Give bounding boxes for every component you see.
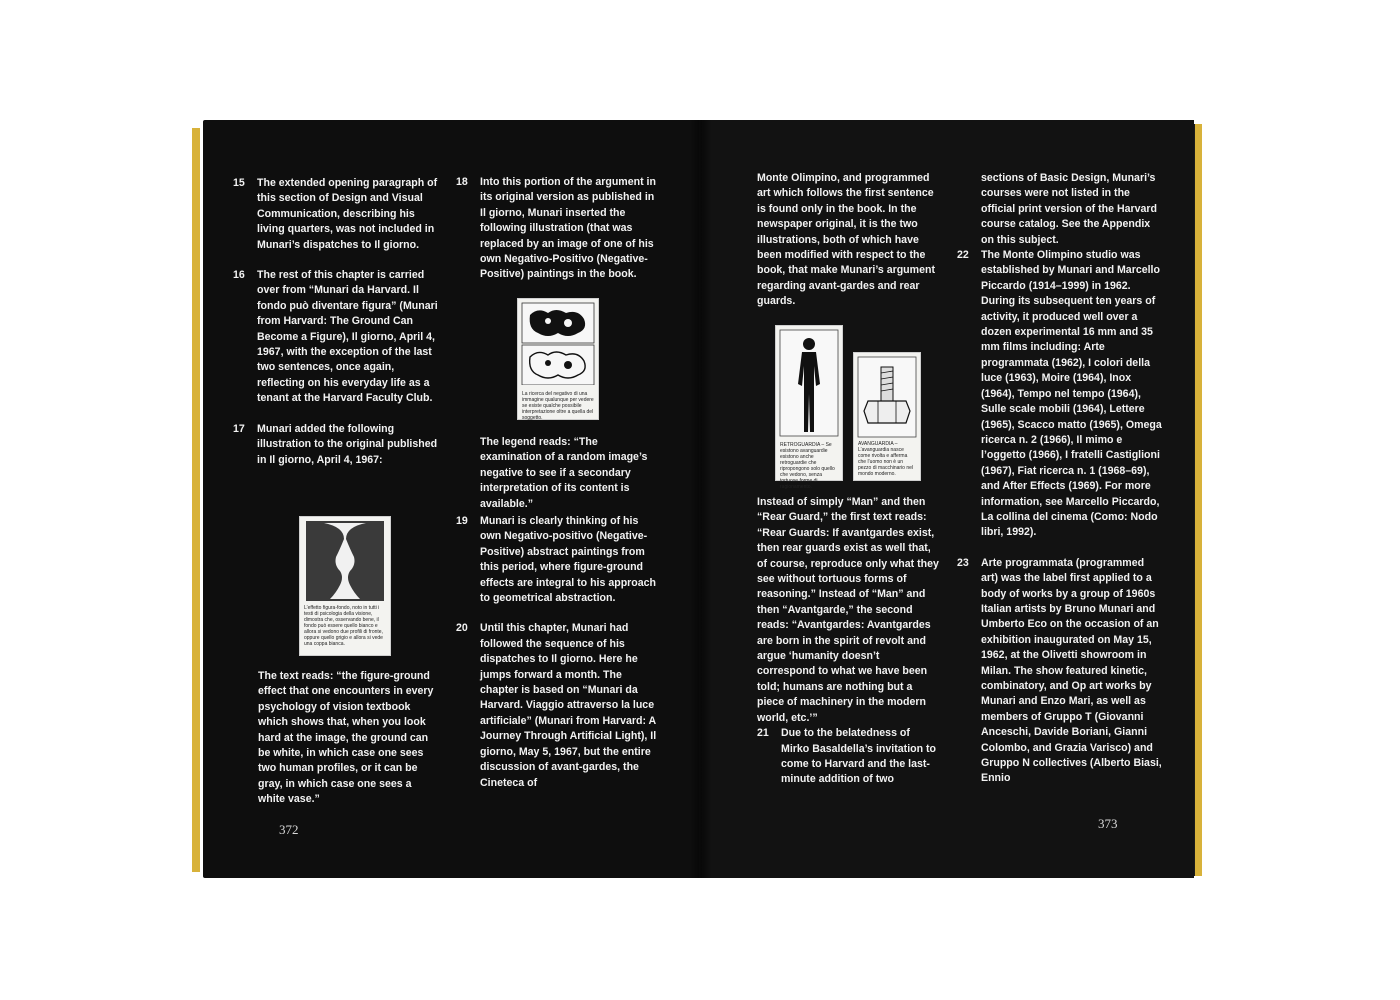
- footnote-number: 23: [957, 556, 969, 569]
- human-figure-image: [776, 328, 842, 438]
- rear-guard-illustration: [775, 325, 843, 490]
- footnote-text: Until this chapter, Munari had followed the sequence of his dispatches to Il giorno. Here he jumps forward a month. The chapter is based on “Munari da Harvard. Viaggio attraverso la luce artificiale” (Munari from Harvard: A Journey Through Artificial Light), Il giorno, May 5, 1967, but the entire discussion of avant-gardes, the Cineteca of: [480, 622, 657, 789]
- footnote-20-continued: Monte Olimpino, and programmed art which follows the first sentence is found only in the book. In the newspaper original, it is the two illustrations, both of which have been modified with respect to the book, that make Munari’s argument regarding avant-gardes and rear guards.: [757, 172, 935, 308]
- footnote-text: Arte programmata (programmed art) was the label first applied to a body of works by a group of 1960s Italian artists by Bruno Munari and Umberto Eco on the occasion of an exhibition inaugurated on May 15, 1962, at the Olivetti showroom in Milan. The show featured kinetic, combinatory, and Op art works by Munari and Enzo Mari, as well as members of Gruppo T (Giovanni Anceschi, Davide Boriani, Gianni Colombo, and Grazia Varisco) and Gruppo N collectives (Alberto Biasi, Ennio: [981, 556, 1162, 785]
- footnote-text: The rest of this chapter is carried over from “Munari da Harvard. Il fondo può diventare figura” (Munari from Harvard: The Ground Can Become a Figure), Il giorno, April 4, 1967, with the exception of the last two sentences, once again, reflecting on his everyday life as a tenant at the Harvard Faculty Club.: [257, 269, 438, 405]
- figure-18-legend: [480, 435, 662, 512]
- footnote-text: Munari added the following illustration to the original published in Il giorno, April 4, 1967:: [257, 422, 438, 466]
- footnote-number: 20: [456, 622, 468, 635]
- negative-image-illustration: [517, 298, 599, 420]
- footnote-22: [957, 248, 1163, 541]
- footnote-number: 22: [957, 249, 969, 262]
- footnote-text: The Monte Olimpino studio was established by Munari and Marcello Piccardo (1914–1999) in 1962. During its subsequent ten years of activity, it produced well over a dozen experimental 16 mm and 35 mm films including: Arte programmata (1962), I colori della luce (1963), Moire (1964), Inox (1964), Tempo nel tempo (1964), Sulle scale mobili (1964), Lettere (1965), Scacco matto (1965), Omega ricerca n. 2 (1966), Il mimo e l’oggetto (1966), I fratelli Castiglioni (1967), Fiat ricerca n. 1 (1968–69), and After Effects (1969). For more information, see Marcello Piccardo, La collina del cinema (Como: Nodo libri, 1992).: [981, 249, 1162, 539]
- inkblot-image: [518, 301, 598, 385]
- footnote-number: 18: [456, 176, 468, 188]
- legend-text: The legend reads: “The examination of a random image’s negative to see if a secondary interpretation of its content is available.”: [480, 436, 648, 510]
- legend-text: The text reads: “the figure-ground effect that one encounters in every psychology of vision textbook which shows that, when you look hard at the image, the ground can be white, in which case one sees two human profiles, or it can be gray, in which case one sees a white vase.”: [258, 670, 434, 806]
- figure-17-legend: [258, 669, 440, 808]
- footnote-text: Into this portion of the argument in its original version as published in Il giorno, Munari inserted the following illustration (that was replaced by an image of one of his own Negativo-Positivo (Negative-Positive) paintings in the book.: [480, 176, 656, 281]
- footnote-number: 15: [233, 177, 245, 189]
- footnote-number: 21: [757, 727, 769, 740]
- bolt-nut-image: [854, 355, 920, 439]
- book-gutter: [690, 120, 712, 878]
- book-edge-left: [192, 128, 200, 872]
- footnote-19: [456, 514, 661, 606]
- footnote-text: Due to the belatedness of Mirko Basaldella’s invitation to come to Harvard and the last-minute addition of two: [781, 727, 937, 786]
- figure-caption: AVANGUARDIA – L’avanguardia nasce come rivolta e afferma che l’uomo non è un pezzo di macchinario nel mondo moderno.: [858, 441, 914, 477]
- footnote-number: 17: [233, 422, 245, 435]
- footnote-21-continued: sections of Basic Design, Munari’s courses were not listed in the official print version of the Harvard course catalog. See the Appendix on this subject.: [981, 172, 1158, 246]
- footnote-number: 16: [233, 269, 245, 282]
- right-column-1-lower: [757, 495, 939, 803]
- figure-caption: RETROGUARDIA – Se esistono avanguardie esistono anche retroguardie che ripropongono solo quello che vedono, senza tortuose forme di ragionamento.: [780, 442, 835, 490]
- page-number-right: 373: [1098, 816, 1118, 831]
- left-column-2: [456, 175, 661, 283]
- left-column-1: [233, 176, 438, 483]
- avant-garde-illustration: [853, 352, 921, 481]
- illustration-explanation: Instead of simply “Man” and then “Rear Guard,” the first text reads: “Rear Guards: If avantgardes exist, then rear guards exist as well that, of course, reproduce only what they see without tortuous forms of reasoning.” Instead of “Man” and then “Avantgarde,” the second reads: “Avantgardes: Avantgardes are born in the spirit of revolt and argue ‘humanity doesn’t correspond to what we have been told; humans are nothing but a piece of machinery in the modern world, etc.’”: [757, 496, 939, 724]
- figure-caption: La ricerca del negativo di una immagine qualunque per vedere se esiste qualche possibile interpretazione oltre a quella del soggetto.: [522, 391, 594, 421]
- footnote-21: [757, 726, 939, 788]
- figure-caption: L’effetto figura-fondo, noto in tutti i testi di psicologia della visione, dimostra che, osservando bene, il fondo può essere quello bianco e allora si vedono due profili di fronte, oppure quello grigio e allora si vede una coppa bianca.: [304, 605, 383, 647]
- rubin-vase-image: [300, 519, 390, 603]
- figure-ground-illustration: [299, 516, 391, 656]
- footnote-23: [957, 556, 1163, 787]
- footnote-20: [456, 621, 661, 790]
- footnote-15: [233, 176, 438, 253]
- footnote-16: [233, 268, 438, 407]
- footnote-text: The extended opening paragraph of this section of Design and Visual Communication, describing his living quarters, was not included in Munari’s dispatches to Il giorno.: [257, 177, 438, 251]
- footnote-text: Munari is clearly thinking of his own Negativo-positivo (Negative-Positive) abstract paintings from this period, where figure-ground effects are integral to his approach to geometrical abstraction.: [480, 515, 657, 605]
- footnote-18: [456, 175, 661, 283]
- page-number-left: 372: [279, 822, 299, 837]
- footnote-17: [233, 422, 438, 468]
- left-column-2-lower: [456, 514, 661, 806]
- right-column-1: [757, 171, 939, 310]
- right-column-2: [957, 171, 1163, 802]
- footnote-number: 19: [456, 515, 468, 527]
